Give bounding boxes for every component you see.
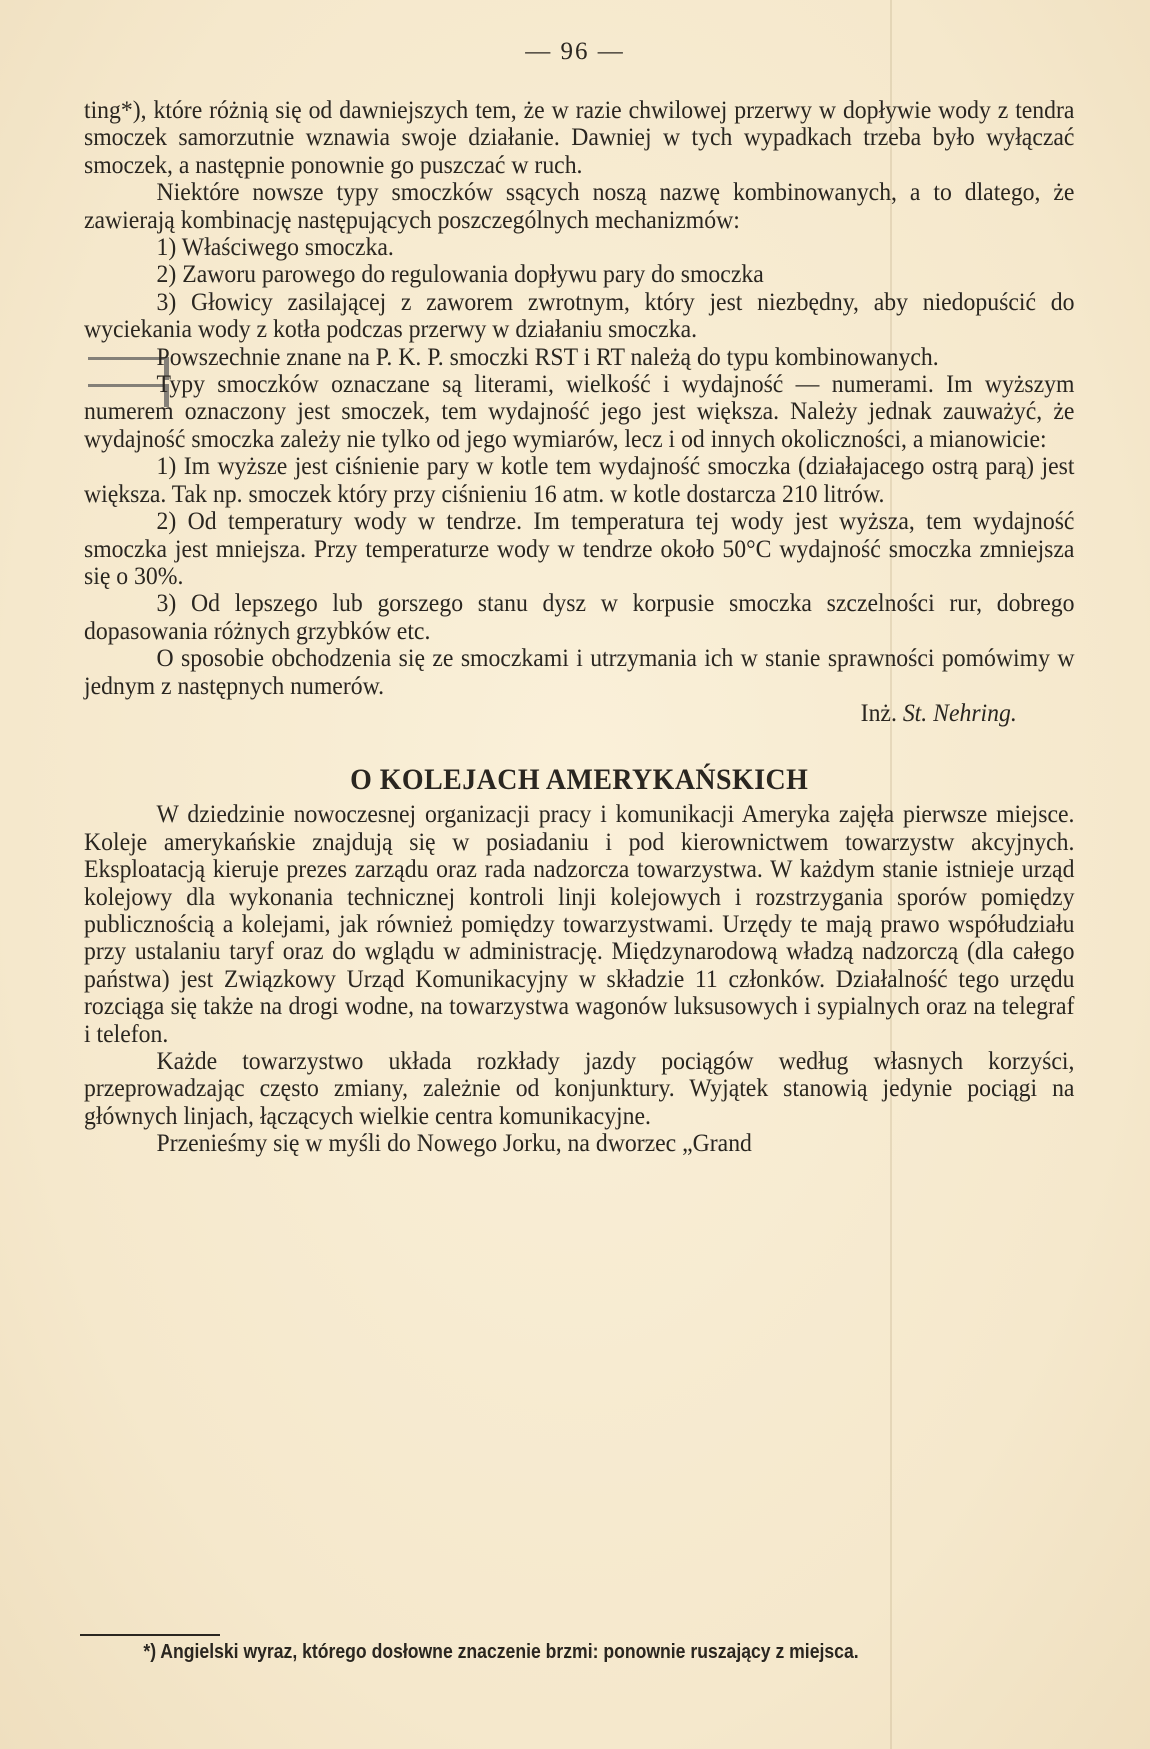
- section-title: O KOLEJACH AMERYKAŃSKICH: [350, 763, 809, 797]
- paragraph: Typy smoczków oznaczane są literami, wielkość i wydajność — numerami. Im wyższym numerem oznaczony jest smoczek, tem wydajność jego jest większa. Należy jednak zauważyć, że wydajność smoczka zależy nie tylko od jego wymiarów, lecz i od innych okoliczności, a mianowicie:: [84, 369, 1075, 453]
- paragraph: Niektóre nowsze typy smoczków ssących noszą nazwę kombinowanych, a to dlatego, że zawierają kombinację następujących poszczególnych mechanizmów:: [84, 177, 1075, 234]
- closing-paragraph: O sposobie obchodzenia się ze smoczkami i utrzymania ich w stanie sprawności pomówimy w jednym z następnych numerów.: [84, 643, 1075, 700]
- footnote-divider: [80, 1634, 220, 1636]
- paragraph: ting*), które różnią się od dawniejszych tem, że w razie chwilowej przerwy w dopływie wody z tendra smoczek samorzutnie wznawia swoje działanie. Dawniej w tych wypadkach trzeba było wyłączać smoczek, a następnie ponownie go puszczać w ruch.: [84, 95, 1075, 179]
- list-item: 3) Głowicy zasilającej z zaworem zwrotnym, który jest niezbędny, aby niedopuścić do wyciekania wody z kotła podczas przerwy w działaniu smoczka.: [84, 286, 1075, 344]
- list-item: 1) Właściwego smoczka.: [156, 232, 394, 262]
- page-number: — 96 —: [525, 38, 625, 65]
- list-item: 2) Zaworu parowego do regulowania dopływu pary do smoczka: [156, 259, 764, 289]
- signature-title: Inż.: [860, 697, 897, 727]
- article-body: [84, 96, 1074, 1157]
- paragraph: W dziedzinie nowoczesnej organizacji pracy i komunikacji Ameryka zajęła pierwsze miejsce. Koleje amerykańskie znajdują się w posiadaniu i pod kierownictwem towarzystw akcyjnych. Eksploatacją kieruje prezes zarządu oraz rada nadzorcza towarzystwa. W każdym stanie istnieje urząd kolejowy dla wykonania technicznej kontroli linji kolejowych i rozstrzygania sporów pomiędzy publicznością a kolejami, jak również pomiędzy towarzystwami. Urzędy te mają prawo współudziału przy ustalaniu taryf oraz do wglądu w administrację. Międzynarodową władzą nadzorczą (dla całego państwa) jest Związkowy Urząd Komunikacyjny w składzie 11 członków. Działalność tego urzędu rozciąga się także na drogi wodne, na towarzystwa wagonów luksusowych i sypialnych oraz na telegraf i telefon.: [84, 799, 1075, 1048]
- paragraph: Każde towarzystwo układa rozkłady jazdy pociągów według własnych korzyści, przeprowadzając często zmiany, zależnie od konjunktury. Wyjątek stanowią jedynie pociągi na głównych linjach, łączących wielkie centra komunikacyjne.: [84, 1046, 1075, 1130]
- paragraph: Przenieśmy się w myśli do Nowego Jorku, na dworzec „Grand: [156, 1128, 752, 1158]
- author-signature: [84, 699, 1074, 726]
- signature-name: St. Nehring.: [902, 697, 1017, 727]
- factor-item: 3) Od lepszego lub gorszego stanu dysz w korpusie smoczka szczelności rur, dobrego dopasowania różnych grzybków etc.: [84, 588, 1075, 645]
- paragraph: Powszechnie znane na P. K. P. smoczki RST i RT należą do typu kombinowanych.: [156, 341, 939, 371]
- factor-item: 1) Im wyższe jest ciśnienie pary w kotle tem wydajność smoczka (działajacego ostrą parą) jest większa. Tak np. smoczek który przy ciśnieniu 16 atm. w kotle dostarcza 210 litrów.: [84, 451, 1075, 508]
- factor-item: 2) Od temperatury wody w tendrze. Im temperatura tej wody jest wyższa, tem wydajność smoczka jest mniejsza. Przy temperaturze wody w tendrze około 50°C wydajność smoczka zmniejsza się o 30%.: [84, 506, 1075, 590]
- footnote: *) Angielski wyraz, którego dosłowne znaczenie brzmi: ponownie ruszający z miejsca.: [143, 1641, 859, 1663]
